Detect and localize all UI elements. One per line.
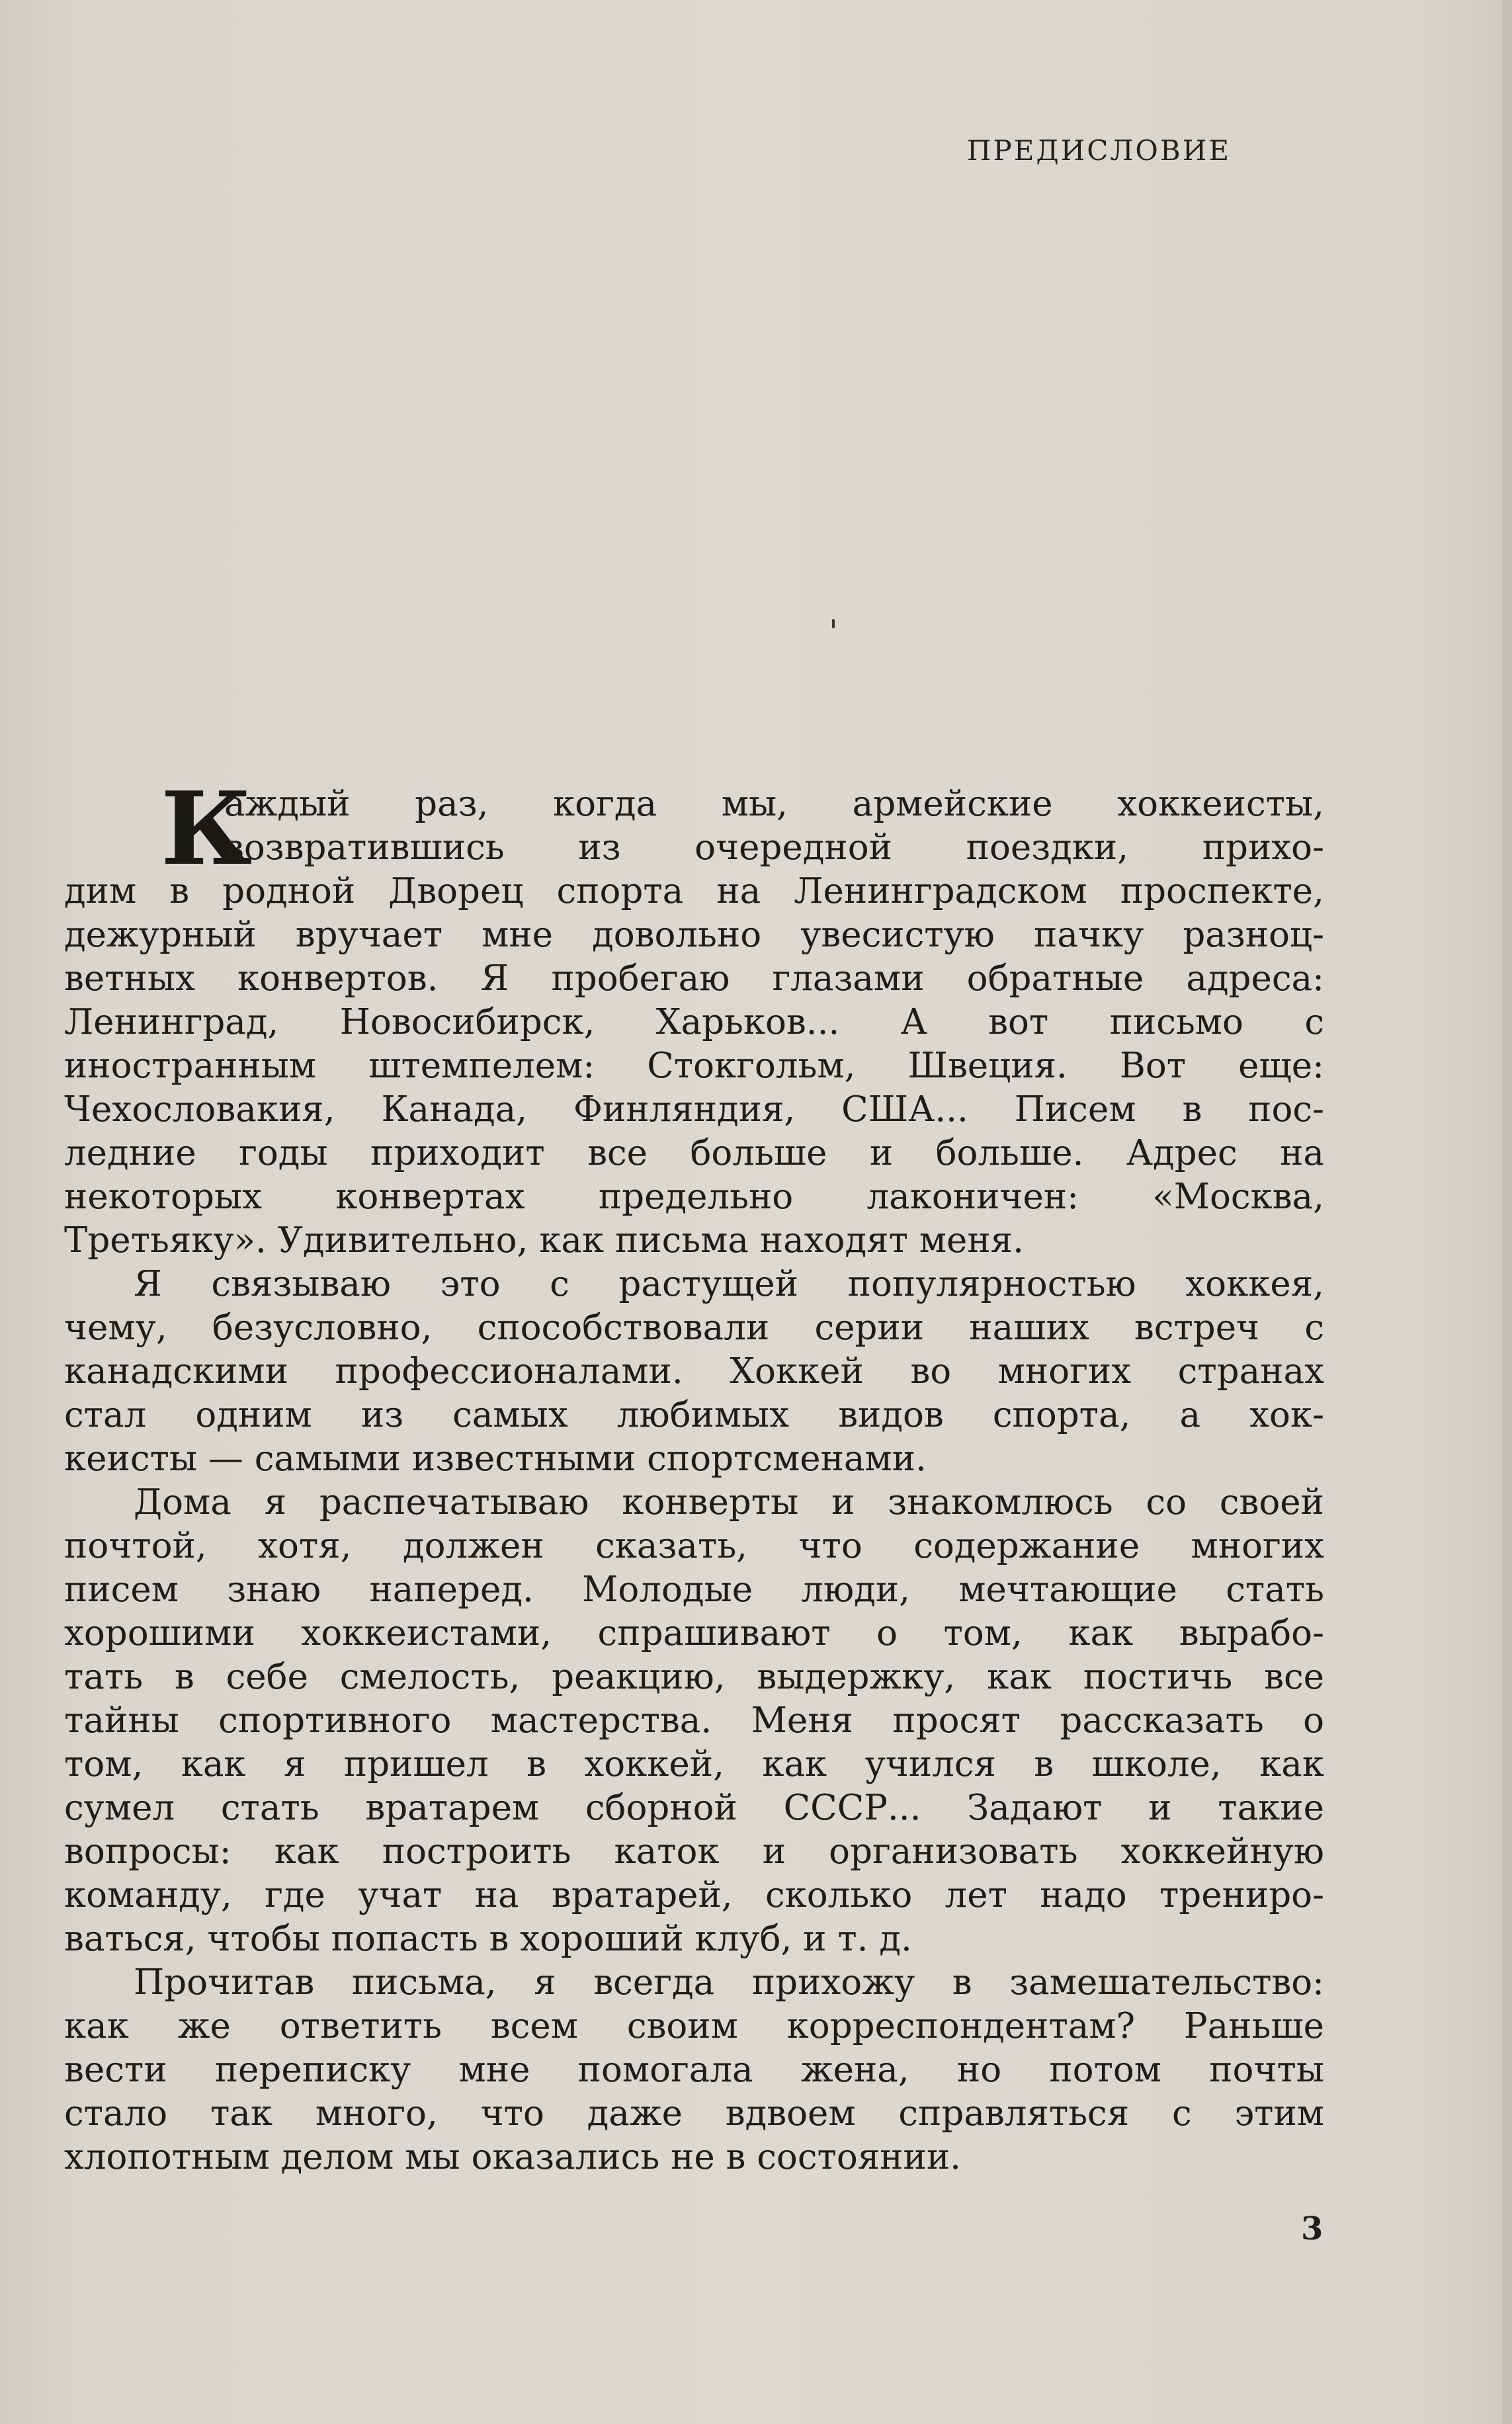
text-line: Третьяку». Удивительно, как письма находят меня.: [64, 1220, 1024, 1261]
text-line: ветных конвертов. Я пробегаю глазами обратные адреса:: [64, 958, 1324, 999]
text-line: хлопотным делом мы оказались не в состоянии.: [64, 2137, 962, 2177]
text-line: команду, где учат на вратарей, сколько лет надо трениро-: [64, 1875, 1324, 1915]
text-line: канадскими профессионалами. Хоккей во многих странах: [64, 1351, 1324, 1392]
text-line: том, как я пришел в хоккей, как учился в школе, как: [64, 1744, 1324, 1784]
text-line: Чехословакия, Канада, Финляндия, США... Писем в пос-: [64, 1089, 1324, 1130]
text-line: некоторых конвертах предельно лаконичен: «Москва,: [64, 1177, 1324, 1217]
text-line: ледние годы приходит все больше и больше. Адрес на: [64, 1133, 1324, 1173]
text-line: тайны спортивного мастерства. Меня просят рассказать о: [64, 1700, 1324, 1741]
text-line: стал одним из самых любимых видов спорта, а хок-: [64, 1395, 1324, 1435]
text-line: Дома я распечатываю конверты и знакомлюсь со своей: [134, 1482, 1324, 1523]
text-line: как же ответить всем своим корреспондентам? Раньше: [64, 2006, 1324, 2046]
text-line: иностранным штемпелем: Стокгольм, Швеция. Вот еще:: [64, 1046, 1324, 1086]
page-number: 3: [1301, 2210, 1323, 2247]
text-line: чему, безусловно, способствовали серии наших встреч с: [64, 1308, 1324, 1348]
drop-cap: К: [161, 769, 253, 888]
text-line: дежурный вручает мне довольно увесистую пачку разноц-: [64, 915, 1324, 955]
text-line: Я связываю это с растущей популярностью хоккея,: [134, 1264, 1324, 1304]
body-text: [64, 769, 1324, 2179]
text-line: сумел стать вратарем сборной СССР... Задают и такие: [64, 1788, 1324, 1828]
text-line: Ленинград, Новосибирск, Харьков... А вот письмо с: [64, 1002, 1324, 1042]
text-line: вести переписку мне помогала жена, но потом почты: [64, 2050, 1324, 2090]
page-edge: [1503, 0, 1512, 2424]
text-line: ваться, чтобы попасть в хороший клуб, и т. д.: [64, 1919, 912, 1959]
text-line: тать в себе смелость, реакцию, выдержку, как постичь все: [64, 1657, 1324, 1697]
text-line: кеисты — самыми известными спортсменами.: [64, 1439, 927, 1479]
text-line: писем знаю наперед. Молодые люди, мечтающие стать: [64, 1569, 1324, 1610]
print-speck: [832, 619, 835, 628]
text-line: вопросы: как построить каток и организовать хоккейную: [64, 1831, 1324, 1872]
text-line: дим в родной Дворец спорта на Ленинградском проспекте,: [64, 871, 1324, 911]
text-line: возвратившись из очередной поездки, прихо-: [224, 827, 1324, 868]
text-line: почтой, хотя, должен сказать, что содержание многих: [64, 1526, 1324, 1566]
text-line: аждый раз, когда мы, армейские хоккеисты,: [224, 784, 1324, 824]
chapter-heading: ПРЕДИСЛОВИЕ: [966, 134, 1231, 167]
text-line: Прочитав письма, я всегда прихожу в замешательство:: [134, 1962, 1324, 2003]
text-line: стало так много, что даже вдвоем справляться с этим: [64, 2093, 1324, 2134]
text-line: хорошими хоккеистами, спрашивают о том, как вырабо-: [64, 1613, 1324, 1653]
